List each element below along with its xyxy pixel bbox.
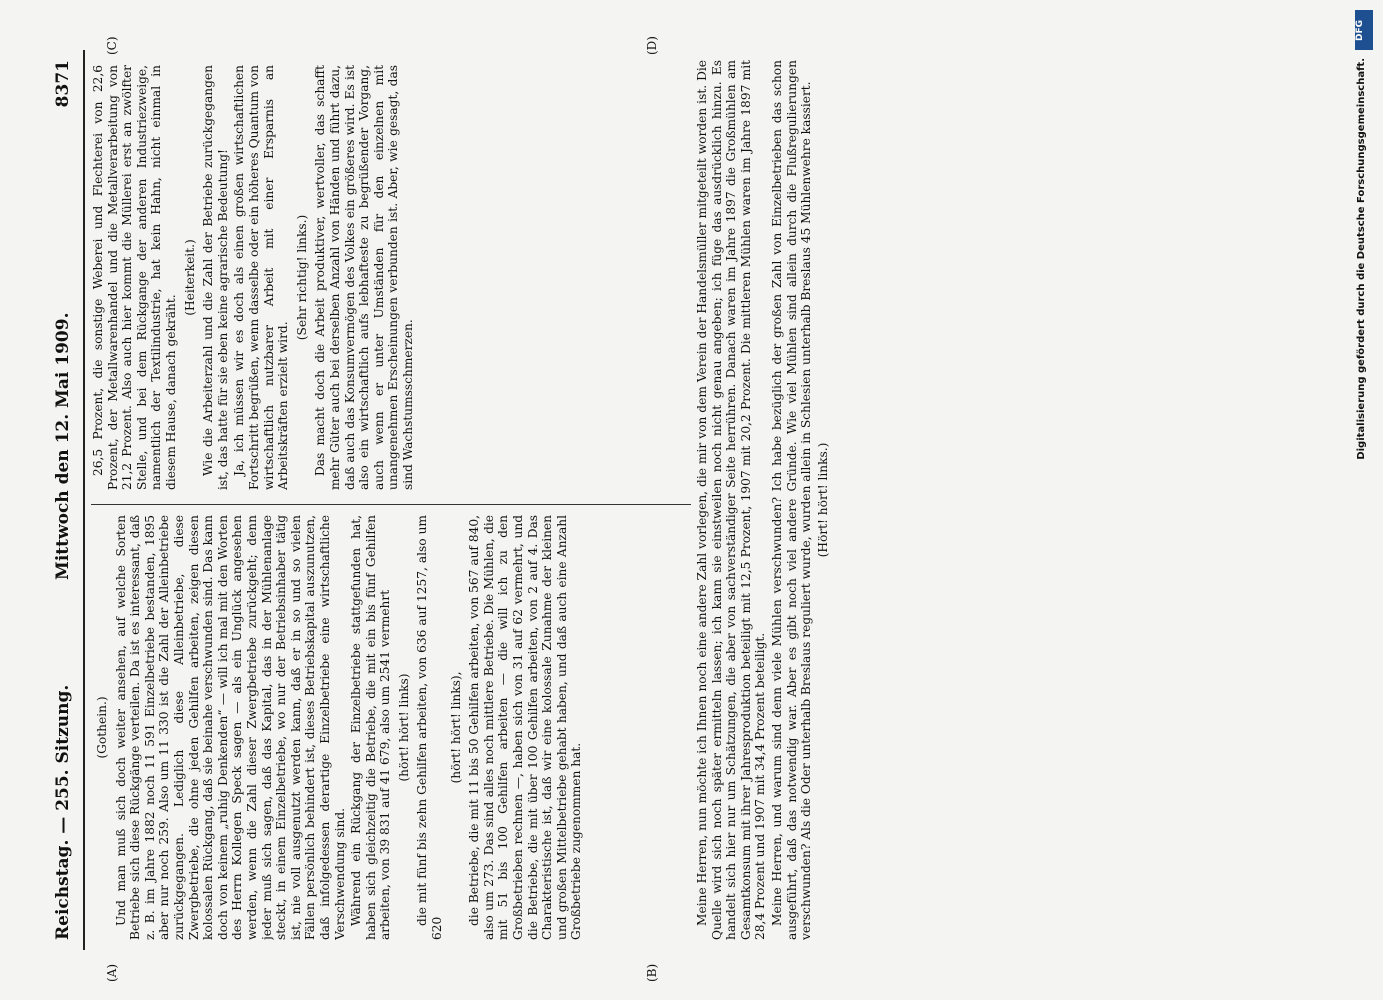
interjection: (hört! hört! links), bbox=[448, 671, 463, 784]
header-left: Reichstag. — 255. Sitzung. bbox=[53, 684, 73, 940]
interjection: (hört! hört! links) bbox=[396, 673, 411, 782]
interjection: (Heiterkeit.) bbox=[182, 239, 197, 316]
paragraph: Meine Herren, nun möchte ich Ihnen noch eine andere Zahl vorlegen, die mir von dem Verein der Handelsmüller mitgeteilt worden ist. Die Quelle wird sich noch später ermitteln lassen; ich kann sie einstweilen noch nicht genau angeben; ich füge das ausdrücklich hinzu. Es handelt sich hier nur um Schätzungen, die aber von sachverständiger Seite herrühren. Danach waren im Jahre 1897 die Großmühlen am Gesamtkonsum mit ihrer Jahresproduktion beteiligt mit 12,5 Prozent, 1907 mit 20,2 Prozent. Die mittleren Mühlen waren im Jahre 1897 mit 28,4 Prozent und 1907 mit 34,4 Prozent beteiligt. bbox=[695, 60, 768, 940]
paragraph: Während ein Rückgang der Einzelbetriebe stattgefunden hat, haben sich gleichzeitig die Betriebe, die mit ein bis fünf Gehilfen arbeiten, von 39 831 auf 41 679, also um 2541 vermehrt bbox=[349, 515, 393, 940]
margin-letter-d: (D) bbox=[645, 36, 659, 55]
margin-letter-a: (A) bbox=[105, 963, 119, 982]
paragraph: Meine Herren, und warum sind denn viele Mühlen verschwunden? Ich habe bezüglich der großen Zahl von Einzelbetrieben das schon ausgeführt, daß das notwendig war. Aber es gibt noch viel andere Gründe. Wie viel Mühlen sind allein durch die Flußregulierungen verschwunden? Als die Oder unterhalb Breslaus reguliert wurde, wurden allein in Schlesien unterhalb Breslaus 45 Mühlenwehre kassiert. bbox=[769, 60, 814, 940]
margin-letter-c: (C) bbox=[105, 36, 119, 55]
speaker-name: (Gothein.) bbox=[95, 696, 109, 759]
lower-text-block bbox=[695, 60, 1295, 940]
left-column bbox=[91, 515, 691, 940]
paragraph: die Betriebe, die mit 11 bis 50 Gehilfen arbeiten, von 567 auf 840, also um 273. Das sind alles noch mittlere Betriebe. Die Mühlen, die mit 51 bis 100 Gehilfen arbeiten — die will ich zu den Großbetrieben rechnen —, haben sich von 31 auf 62 vermehrt, und die Betriebe, die mit über 100 Gehilfen arbeiten, von 2 auf 4. Das Charakteristische ist, daß wir eine kolossale Zunahme der kleinen und großen Mittelbetriebe gehabt haben, und daß auch eine Anzahl Großbetriebe zugenommen hat. bbox=[467, 515, 584, 940]
interjection: (Hört! hört! links.) bbox=[815, 442, 830, 558]
dfg-logo: DFG bbox=[1355, 10, 1373, 50]
paragraph: die mit fünf bis zehn Gehilfen arbeiten, von 636 auf 1257, also um 620 bbox=[415, 515, 445, 940]
page-number: 8371 bbox=[53, 60, 73, 108]
paragraph: Wie die Arbeiterzahl und die Zahl der Betriebe zurückgegangen ist, das hatte für sie eben keine agrarische Bedeutung! bbox=[201, 65, 230, 490]
paragraph: 26,5 Prozent, die sonstige Weberei und Flechterei von 22,6 Prozent, der Metallwarenhandel und die Metallverarbeitung von 21,2 Prozent. Also auch hier kommt die Müllerei erst an zwölfter Stelle, und bei dem Rückgange der anderen Industriezweige, namentlich der Textilindustrie, hat kein Hahn, nicht einmal in diesem Hause, danach gekräht. bbox=[91, 65, 178, 490]
paragraph: Ja, ich müssen wir es doch als einen großen wirtschaftlichen Fortschritt begrüßen, wenn dasselbe oder ein höheres Quantum von wirtschaftlich nutzbarer Arbeit mit einer Ersparnis an Arbeitskräften erzielt wird. bbox=[232, 65, 291, 490]
interjection: (Sehr richtig! links.) bbox=[294, 214, 309, 341]
paragraph: Das macht doch die Arbeit produktiver, wertvoller, das schafft mehr Güter auch bei derselben Anzahl von Händen und führt dazu, daß auch das Konsumvermögen des Volkes ein größeres wird. Es ist also ein wirtschaftlich aufs lebhafteste zu begrüßender Vorgang, auch wenn er unter Umständen für den einzelnen mit unangenehmen Erscheinungen verbunden ist. Aber, wie gesagt, das sind Wachstumsschmerzen. bbox=[313, 65, 415, 490]
header-date: Mittwoch den 12. Mai 1909. bbox=[53, 312, 73, 580]
right-column bbox=[91, 65, 691, 490]
rotated-page-content bbox=[45, 36, 1345, 982]
column-rule bbox=[91, 504, 691, 505]
digitization-credit: Digitalisierung gefördert durch die Deutsche Forschungsgemeinschaft. bbox=[1356, 58, 1367, 460]
margin-letter-b: (B) bbox=[645, 963, 659, 982]
header-rule bbox=[83, 50, 85, 950]
paragraph: Und man muß sich doch weiter ansehen, auf welche Sorten Betriebe sich diese Rückgänge verteilen. Da ist es interessant, daß z. B. im Jahre 1882 noch 11 591 Einzelbetriebe bestanden, 1895 aber nur noch 259. Also um 11 330 ist die Zahl der Alleinbetriebe zurückgegangen. Lediglich diese Alleinbetriebe, diese Zwergbetriebe, die ohne jeden Gehilfen arbeiten, zeigen diesen kolossalen Rückgang, daß sie beinahe verschwunden sind. Das kann doch von keinem „ruhig Denkenden“ — will ich mal mit den Worten des Herrn Kollegen Speck sagen — als ein Unglück angesehen werden, wenn die Zahl dieser Zwergbetriebe zurückgeht; denn jeder muß sich sagen, daß das Kapital, das in der Mühlenanlage steckt, in einem Einzelbetriebe, wo nur der Betriebsinhaber tätig ist, nie voll ausgenutzt werden kann, daß er in so und so vielen Fällen persönlich behindert ist, dieses Betriebskapital auszunutzen, daß infolgedessen derartige Einzelbetriebe eine wirtschaftliche Verschwendung sind. bbox=[113, 515, 347, 940]
digitization-note bbox=[1353, 10, 1375, 910]
page-header bbox=[45, 40, 85, 960]
